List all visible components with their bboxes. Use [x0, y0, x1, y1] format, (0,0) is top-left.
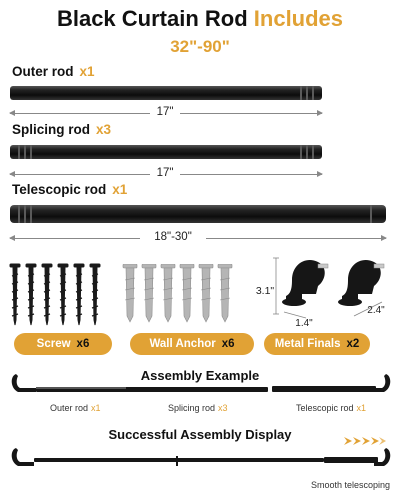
- assembly-part-telescopic-label: Telescopic rod: [296, 403, 354, 413]
- telescopic-rod-length: 18"-30": [154, 231, 192, 243]
- outer-rod-length: 17": [156, 106, 174, 118]
- finial-width-dim: 1.4": [295, 318, 313, 329]
- smooth-telescoping-note: Smooth telescoping: [310, 480, 390, 490]
- outer-rod-label: [12, 64, 95, 79]
- screw-label: Screw: [36, 338, 71, 350]
- telescopic-rod-image: [10, 205, 386, 223]
- wall-anchor-label: Wall Anchor: [149, 338, 216, 350]
- outer-rod-image: [10, 86, 322, 100]
- splicing-rod-dim-line-left: [10, 174, 150, 175]
- splicing-rod-dim-line-right: [180, 174, 322, 175]
- outer-rod-dim-line-left: [10, 113, 150, 114]
- assembly-part-splicing-qty: x3: [218, 403, 228, 413]
- assembly-part-telescopic-qty: x1: [356, 403, 367, 413]
- assembly-part-outer: [50, 403, 101, 413]
- size-range: 32"-90": [170, 37, 230, 56]
- metal-finial-icon: [262, 250, 392, 330]
- outer-rod-dim-line-right: [180, 113, 322, 114]
- wall-anchor-badge: [130, 333, 254, 355]
- assembly-part-splicing: [168, 403, 228, 413]
- title-main: Black Curtain Rod: [56, 6, 248, 31]
- telescopic-rod-qty: x1: [112, 182, 128, 197]
- assembled-rod-image: [8, 442, 394, 472]
- metal-finials-qty: x2: [346, 338, 360, 350]
- finial-height-dim: 3.1": [255, 285, 275, 297]
- assembly-display-title: Successful Assembly Display: [108, 427, 292, 442]
- assembly-part-outer-qty: x1: [91, 403, 101, 413]
- assembly-part-splicing-label: Splicing rod: [168, 403, 216, 413]
- wall-anchor-qty: x6: [221, 338, 235, 350]
- splicing-rod-qty: x3: [96, 122, 112, 137]
- splicing-rod-length: 17": [156, 167, 174, 179]
- assembly-example-title: Assembly Example: [140, 368, 260, 383]
- finial-depth-dim: 2.4": [367, 305, 385, 316]
- outer-rod-qty: x1: [79, 64, 95, 79]
- outer-rod-name: Outer rod: [12, 64, 74, 79]
- splicing-rod-label: [12, 122, 111, 137]
- telescopic-rod-dim-line-right: [206, 238, 386, 239]
- telescopic-rod-dim-line-left: [10, 238, 140, 239]
- assembly-part-outer-label: Outer rod: [50, 403, 89, 413]
- title-highlight: Includes: [253, 6, 344, 31]
- wall-anchor-icon: [122, 264, 240, 324]
- telescopic-rod-label: [12, 182, 127, 197]
- telescopic-rod-name: Telescopic rod: [12, 182, 107, 197]
- metal-finials-badge: [264, 333, 370, 355]
- metal-finials-label: Metal Finals: [274, 338, 341, 350]
- screw-icon: [8, 262, 108, 328]
- screw-badge: [14, 333, 112, 355]
- screw-qty: x6: [76, 338, 90, 350]
- page-title: [0, 6, 400, 32]
- assembly-part-telescopic: [296, 403, 366, 413]
- splicing-rod-name: Splicing rod: [12, 122, 91, 137]
- assembly-example-image: [8, 372, 394, 398]
- splicing-rod-image: [10, 145, 322, 159]
